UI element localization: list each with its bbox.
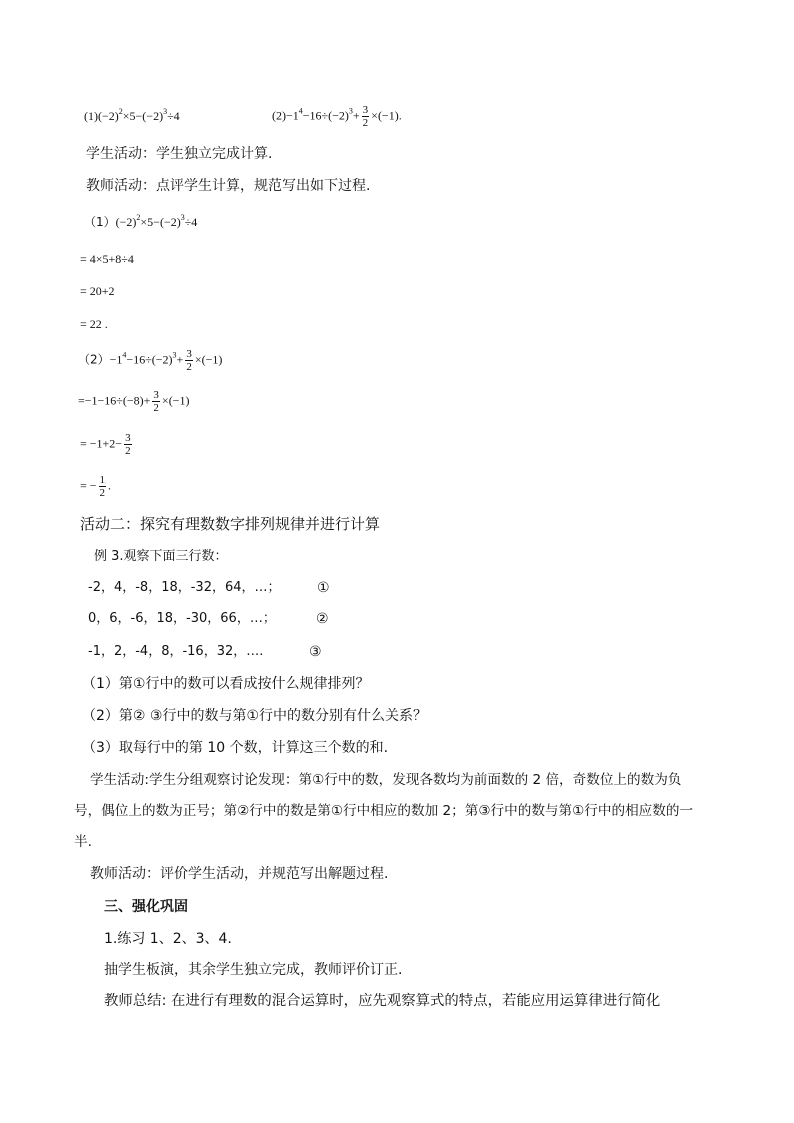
problem-1: $(1)(-2)^2\times 5-(-2)^3\div 4$: [84, 107, 180, 123]
section-3-title: 三、强化巩固: [104, 899, 188, 915]
fraction: $\frac{3}{2}$: [153, 389, 159, 414]
teacher-summary: 教师总结: 在进行有理数的混合运算时，应先观察算式的特点，若能应用运算律进行简化: [104, 993, 661, 1009]
student-activity-2-line-1: 学生活动:学生分组观察讨论发现：第①行中的数，发现各数均为前面数的 2 倍，奇数位上的数为负: [90, 772, 682, 788]
student-activity-1: 学生活动：学生独立完成计算.: [86, 146, 273, 162]
solution-1-step-2: = 20+2: [80, 284, 115, 298]
solution-1-step-1: = 4×5+8÷4: [80, 252, 134, 266]
fraction: $\frac{3}{2}$: [125, 432, 131, 457]
student-activity-2-line-2: 号，偶位上的数为正号；第②行中的数是第①行中相应的数加 2；第③行中的数与第①行中的相应数的一: [74, 803, 694, 819]
fraction: $\frac{1}{2}$: [99, 474, 106, 499]
teacher-activity-1: 教师活动：点评学生计算，规范写出如下过程.: [86, 178, 371, 194]
sequence-row-1: -2，4，-8，18，-32，64，…；: [88, 580, 281, 595]
fraction: $\frac{3}{2}$: [362, 104, 369, 129]
question-2: （2）第② ③行中的数与第①行中的数分别有什么关系？: [82, 708, 428, 724]
activity-2-title: 活动二：探究有理数数字排列规律并进行计算: [80, 515, 381, 533]
student-activity-2-line-3: 半.: [74, 834, 92, 850]
sequence-row-2: 0，6，-6，18，-30，66，…；: [88, 611, 276, 626]
solution-2-step-1: =−1−16÷(−8)+ $\frac{3}{2}$ ×(−1): [78, 389, 190, 414]
fraction: $\frac{3}{2}$: [186, 348, 192, 373]
solution-2-step-2: = −1+2− $\frac{3}{2}$: [80, 432, 131, 457]
question-3: （3）取每行中的第 10 个数，计算这三个数的和.: [82, 740, 389, 756]
example-3: 例 3.观察下面三行数：: [94, 549, 228, 564]
solution-1-step-3: = 22 .: [80, 317, 108, 331]
solution-1-expression: $(1)(-2)^2\times 5-(-2)^3\div 4$: [84, 213, 198, 229]
row-marker-2: ②: [316, 611, 329, 627]
row-marker-1: ①: [317, 580, 330, 596]
practice-line: 1.练习 1、2、3、4.: [104, 931, 232, 947]
teacher-activity-2: 教师活动：评价学生活动，并规范写出解题过程.: [90, 866, 389, 882]
solution-2-step-3: = − $\frac{1}{2}$ .: [80, 474, 112, 499]
row-marker-3: ③: [309, 644, 322, 660]
problem-2: $(2)-1^4-16\div(-2)^3+$ $\frac{3}{2}$ ×(−1).: [272, 104, 402, 129]
solution-2-expression: $(2)-1^4-16\div(-2)^3+$ $\frac{3}{2}$ ×(−1): [78, 348, 223, 373]
board-work-line: 抽学生板演，其余学生独立完成，教师评价订正.: [104, 962, 403, 978]
question-1: （1）第①行中的数可以看成按什么规律排列？: [82, 676, 370, 692]
sequence-row-3: -1，2，-4，8，-16，32，….: [88, 644, 264, 659]
